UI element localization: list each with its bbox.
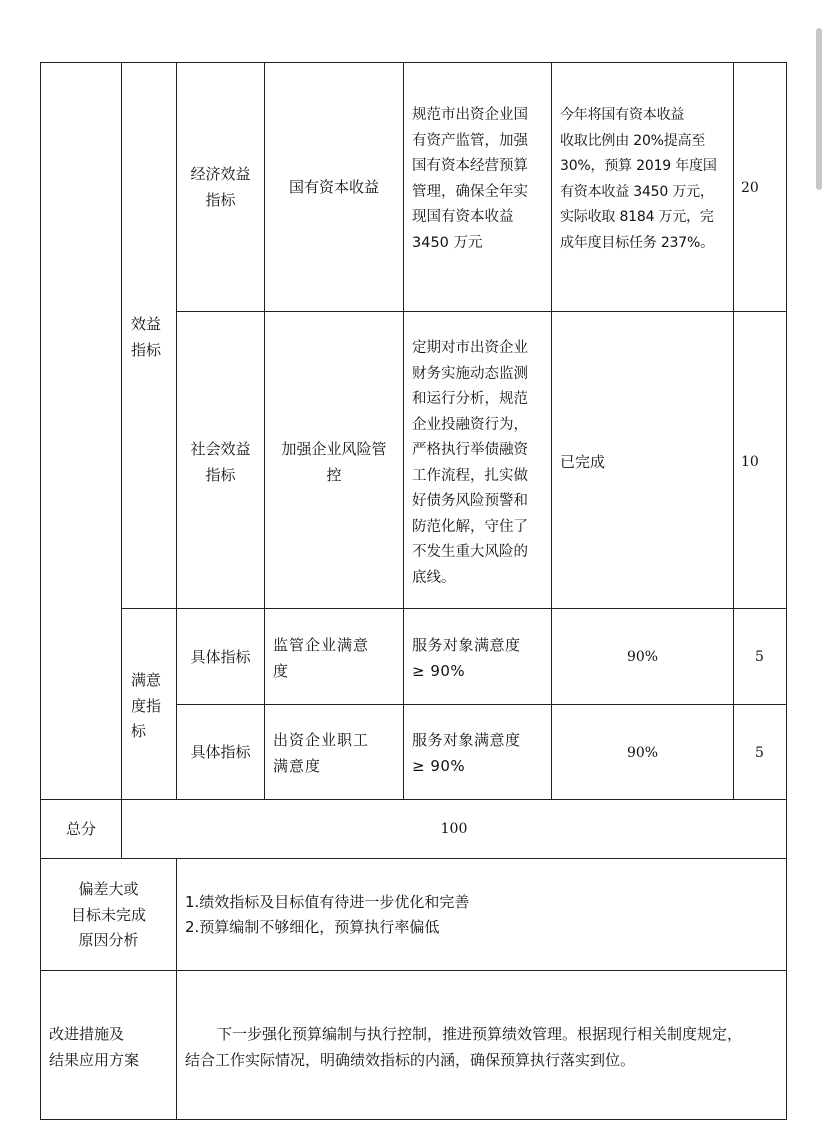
sat1-score: 5	[755, 649, 764, 665]
total-value: 100	[440, 821, 468, 837]
social-target: 定期对市出资企业 财务实施动态监测 和运行分析，规范 企业投融资行为， 严格执行举债融资 工作流程，扎实做 好债务风险预警和 防范化解，守住了 不发生重大风险的 底线。	[412, 340, 528, 586]
outer-blank-column	[40, 62, 122, 800]
econ-sub-label: 经济效益 指标	[190, 165, 251, 209]
sat1-sub-label: 具体指标	[190, 648, 251, 666]
sat2-indicator: 出资企业职工 满意度	[273, 731, 370, 775]
sat1-result: 90%	[626, 649, 659, 665]
econ-indicator: 国有资本收益	[288, 178, 379, 196]
econ-score: 20	[741, 180, 759, 196]
social-indicator: 加强企业风险管 控	[281, 440, 387, 484]
effect-category-label: 效益 指标	[131, 315, 162, 359]
total-label: 总分	[65, 820, 96, 838]
improvement-content: 下一步强化预算编制与执行控制，推进预算绩效管理。根据现行相关制度规定， 结合工作实际情况，明确绩效指标的内涵，确保预算执行落实到位。	[185, 1025, 743, 1069]
deviation-label: 偏差大或 目标未完成 原因分析	[70, 880, 146, 949]
sat2-score: 5	[755, 745, 764, 761]
scrollbar-thumb[interactable]	[816, 28, 822, 190]
social-result: 已完成	[560, 453, 606, 471]
sat2-target: 服务对象满意度 ≥ 90%	[412, 731, 521, 775]
social-sub-label: 社会效益 指标	[190, 440, 251, 484]
deviation-line-2: 2.预算编制不够细化，预算执行率偏低	[185, 918, 440, 936]
econ-target: 规范市出资企业国 有资产监管，加强 国有资本经营预算 管理，确保全年实 现国有资本收益 3450 万元	[412, 107, 528, 251]
sat1-indicator: 监管企业满意 度	[273, 636, 370, 680]
sat1-target: 服务对象满意度 ≥ 90%	[412, 636, 521, 680]
social-score: 10	[741, 454, 759, 470]
sat2-result: 90%	[626, 745, 659, 761]
sat2-sub-label: 具体指标	[190, 743, 251, 761]
satisfaction-category-label: 满意 度指 标	[131, 671, 162, 740]
deviation-line-1: 1.绩效指标及目标值有待进一步优化和完善	[185, 893, 470, 911]
econ-result: 今年将国有资本收益 收取比例由 20%提高至 30%，预算 2019 年度国 有资本收益 3450 万元， 实际收取 8184 万元，完 成年度目标任务 237%。	[560, 107, 717, 251]
improvement-label: 改进措施及 结果应用方案	[49, 1025, 140, 1069]
